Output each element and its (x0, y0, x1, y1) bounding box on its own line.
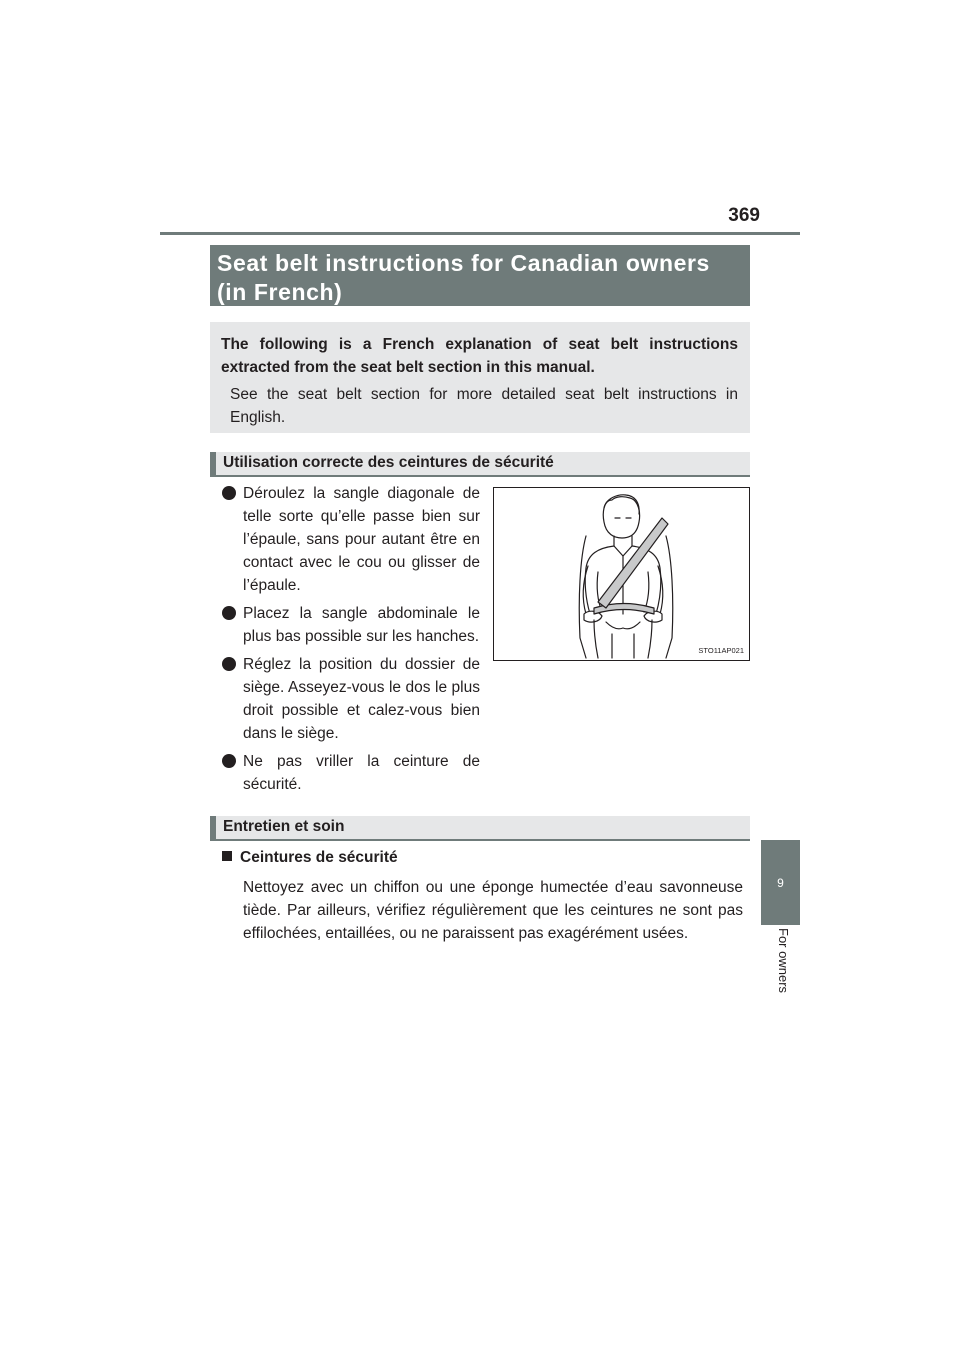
subheading-text: Ceintures de sécurité (240, 849, 398, 866)
figure-code: STO11AP021 (698, 646, 744, 655)
seatbelt-illustration (493, 487, 750, 661)
page-number: 369 (728, 205, 760, 226)
bullet-icon (222, 606, 236, 620)
intro-box (210, 322, 750, 433)
chapter-tab (761, 840, 800, 925)
bullet-icon (222, 486, 236, 500)
bullet-icon (222, 754, 236, 768)
title-line-2: (in French) (217, 279, 343, 305)
list-item (222, 482, 480, 597)
bullet-text: Réglez la position du dossier de siège. Asseyez-vous le dos le plus droit possible et calez-vous bien dans le siège. (243, 656, 480, 742)
title-line-1: Seat belt instructions for Canadian owners (217, 250, 710, 276)
bullet-icon (222, 657, 236, 671)
bullet-text: Placez la sangle abdominale le plus bas possible sur les hanches. (243, 605, 480, 645)
subheading-seatbelts (222, 849, 398, 867)
usage-bullet-list (222, 482, 480, 801)
page-title (210, 245, 750, 306)
bullet-text: Ne pas vriller la ceinture de sécurité. (243, 753, 480, 793)
list-item (222, 653, 480, 745)
header-rule (160, 232, 800, 235)
chapter-number: 9 (777, 875, 784, 890)
list-item (222, 602, 480, 648)
square-bullet-icon (222, 851, 232, 861)
seated-person-icon (494, 488, 749, 660)
section-heading-care: Entretien et soin (210, 816, 750, 841)
care-paragraph: Nettoyez avec un chiffon ou une éponge humectée d’eau savonneuse tiède. Par ailleurs, vérifiez régulièrement que les ceintures ne sont pas effilochées, entaillées, ou ne paraissent pas exagérément usées. (243, 879, 743, 942)
intro-note-text: See the seat belt section for more detailed seat belt instructions in English. (230, 386, 738, 426)
intro-bold-text: The following is a French explanation of seat belt instructions extracted from the seat belt section in this manual. (221, 336, 738, 376)
chapter-label: For owners (776, 928, 791, 994)
list-item (222, 750, 480, 796)
section-heading-usage: Utilisation correcte des ceintures de sécurité (210, 452, 750, 477)
bullet-text: Déroulez la sangle diagonale de telle sorte qu’elle passe bien sur l’épaule, sans pour autant être en contact avec le cou ou glisser de l’épaule. (243, 485, 480, 594)
